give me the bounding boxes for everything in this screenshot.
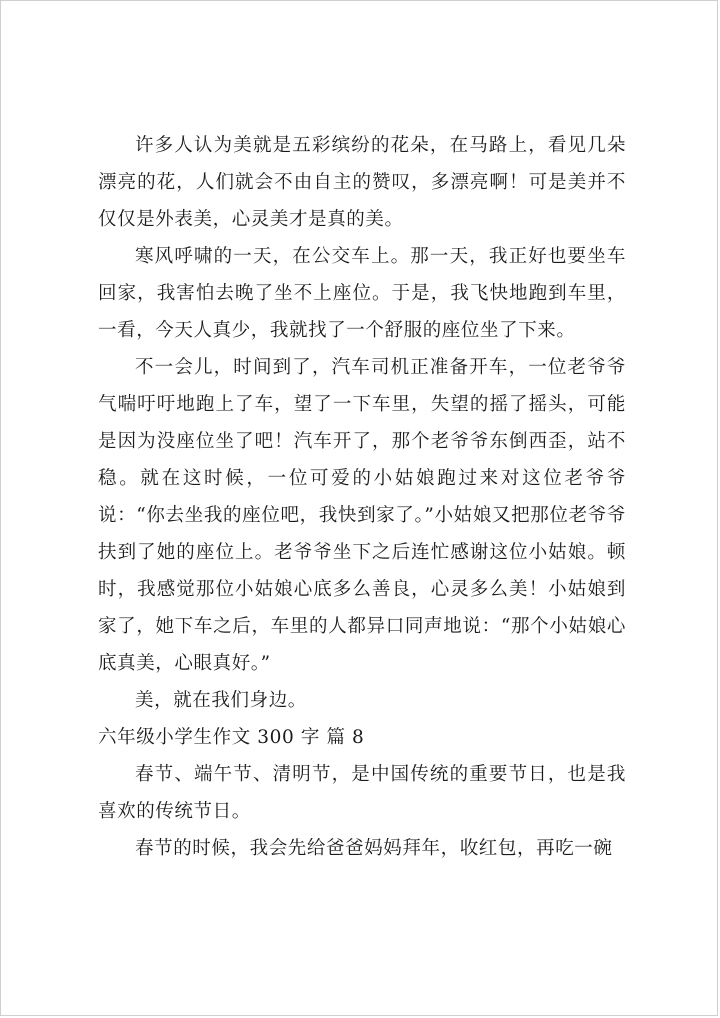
paragraph-5: 春节、端午节、清明节，是中国传统的重要节日，也是我喜欢的传统节日。 [98, 764, 626, 822]
paragraph-1: 许多人认为美就是五彩缤纷的花朵，在马路上，看见几朵漂亮的花，人们就会不由自主的赞叹，多漂亮啊！可是美并不仅仅是外表美，心灵美才是真的美。 [98, 135, 626, 230]
paragraph-4: 美，就在我们身边。 [135, 690, 307, 711]
paragraph-3: 不一会儿，时间到了，汽车司机正准备开车，一位老爷爷气喘吁吁地跑上了车，望了一下车里，失望的摇了摇头，可能是因为没座位坐了吧！汽车开了，那个老爷爷东倒西歪，站不稳。就在这时候，一位可爱的小姑娘跑过来对这位老爷爷说：“你去坐我的座位吧，我快到家了。”小姑娘又把那位老爷爷扶到了她的座位上。老爷爷坐下之后连忙感谢这位小姑娘。顿时，我感觉那位小姑娘心底多么善良，心灵多么美！小姑娘到家了，她下车之后，车里的人都异口同声地说：“那个小姑娘心底真美，心眼真好。” [98, 357, 626, 674]
paragraph-2: 寒风呼啸的一天，在公交车上。那一天，我正好也要坐车回家，我害怕去晚了坐不上座位。于是，我飞快地跑到车里，一看，今天人真少，我就找了一个舒服的座位坐了下来。 [98, 246, 626, 341]
paragraph-6: 春节的时候，我会先给爸爸妈妈拜年，收红包，再吃一碗 [135, 838, 613, 859]
document-body [98, 127, 626, 867]
section-heading: 六年级小学生作文 300 字 篇 8 [98, 727, 365, 748]
